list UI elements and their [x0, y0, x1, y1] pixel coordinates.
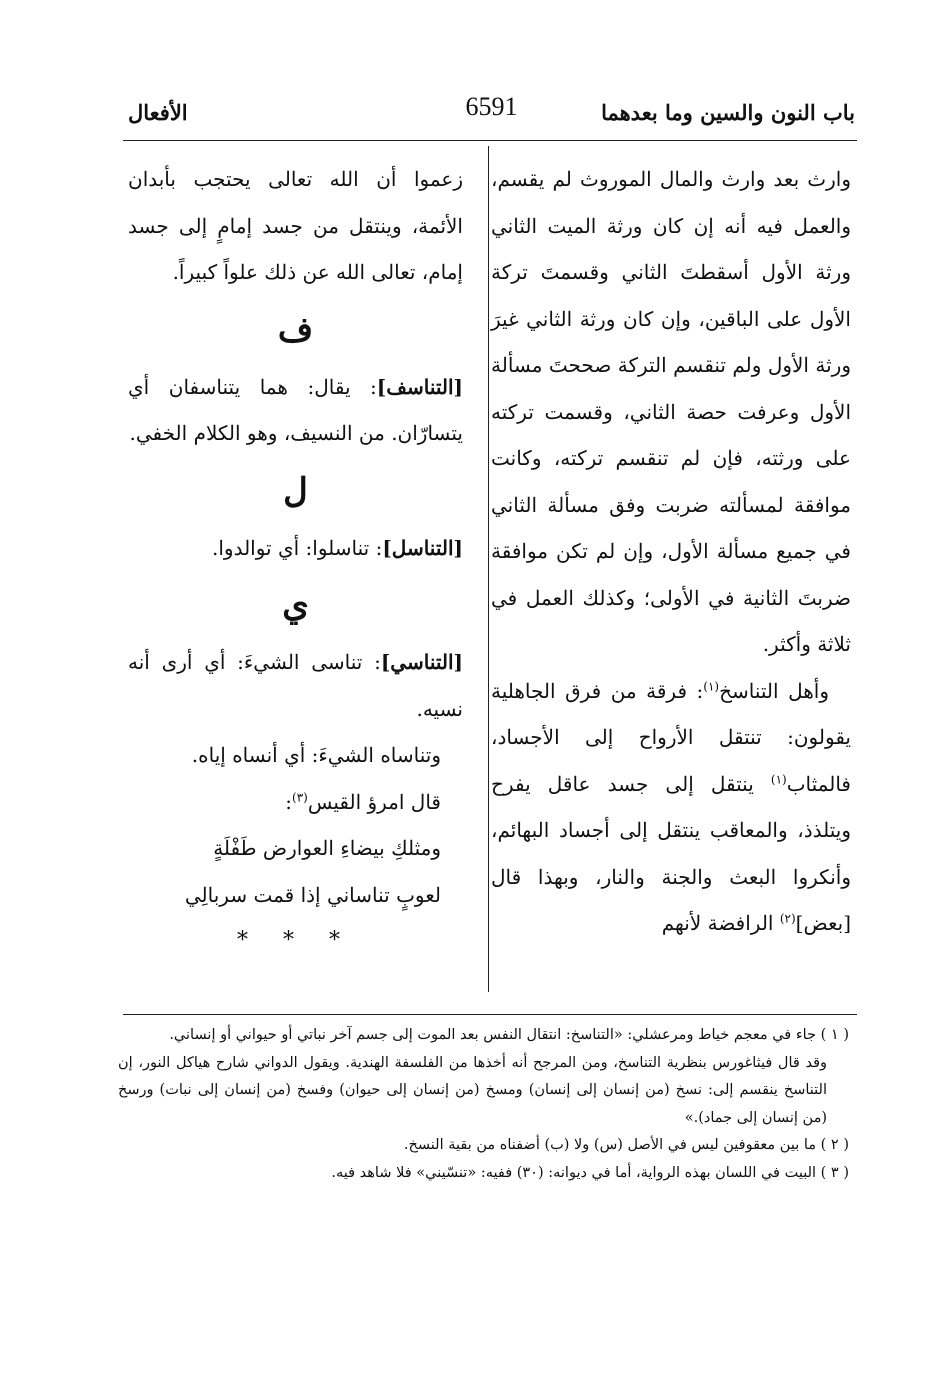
- text-segment: الرافضة لأنهم: [661, 911, 780, 935]
- footnote-ref: (٢): [779, 911, 796, 926]
- letter-heading-fa: ف: [277, 309, 314, 350]
- header-rule: [123, 140, 857, 141]
- footnotes: [118, 1022, 849, 1187]
- footnote-ref: (٣): [292, 789, 308, 804]
- right-column: [491, 156, 851, 947]
- footnote-1-first: ( ١ ) جاء في معجم خياط ومرعشلي: «التناسخ: انتقال النفس بعد الموت إلى جسم آخر نباتي أو حيواني أو إنساني.: [169, 1027, 849, 1043]
- entry-tanasul: [128, 525, 463, 572]
- paragraph-tanasukh: [491, 668, 851, 947]
- entry-text: : تناسى الشيءَ: أي أرى أنه نسيه.: [128, 650, 463, 721]
- footnote-1: [118, 1022, 849, 1050]
- text-segment: وأهل التناسخ: [719, 678, 829, 703]
- page-number: 6591: [465, 92, 518, 121]
- left-column: [128, 156, 463, 965]
- line-tanasah: وتناساه الشيءَ: أي أنساه إياه.: [191, 743, 441, 767]
- section-title: الأفعال: [128, 100, 188, 125]
- footnote-rule: [123, 1014, 857, 1015]
- entry-tanasi: [128, 639, 463, 732]
- footnote-1-continued: وقد قال فيثاغورس بنظرية التناسخ، ومن المرجح أنه أخذها من الفلسفة الهندية. ويقول الدواني شارح هياكل النور، إن التناسخ ينقسم إلى: نسخ (من إنسان إلى إنسان) ومسخ (من إنسان إلى حيوان) وفسخ (من إنسان إلى نبات) ورسخ (من إنسان إلى جماد).»: [118, 1054, 827, 1126]
- footnote-2: ( ٢ ) ما بين معقوفين ليس في الأصل (س) ولا (ب) أضفناه من بقية النسخ.: [403, 1137, 849, 1153]
- entry-term: [التناسل]: [382, 535, 463, 560]
- entry-term: [التناسف]: [376, 374, 463, 399]
- section-end-stars: * * *: [237, 928, 354, 953]
- poem-verse-2: لعوبٍ تناساني إذا قمت سربالِي: [184, 882, 441, 907]
- paragraph-inheritance: وارث بعد وارث والمال الموروث لم يقسم، والعمل فيه أنه إن كان ورثة الميت الثاني ورثة الأول أسقطتَ الثاني وقسمتَ تركة الأول على الباقين، وإن كان ورثة الثاني غيرَ ورثة الأول ولم تنقسم التركة صححتَ مسألة الأول وعرفت حصة الثاني، وقسمت تركته على ورثته، فإن لم تنقسم تركته، وكانت موافقة لمسألته ضربت وفق مسألة الثاني في جميع مسألة الأول، وإن لم تكن موافقة ضربتَ الثانية في الأولى؛ وكذلك العمل في ثلاثة وأكثر.: [491, 167, 851, 656]
- poem-verse-1: ومثلكِ بيضاءِ العوارض طَفْلَةٍ: [213, 836, 441, 860]
- letter-heading-lam: ل: [283, 470, 308, 511]
- entry-tanasuf: [128, 364, 463, 457]
- chapter-title: باب النون والسين وما بعدهما: [601, 100, 855, 125]
- column-divider: [488, 146, 489, 992]
- footnote-ref: (١): [770, 771, 787, 786]
- running-header: [128, 92, 855, 136]
- entry-text: : تناسلوا: أي توالدوا.: [212, 535, 383, 560]
- letter-heading-ya: ي: [282, 585, 309, 625]
- text-segment: : فرقة من فرق الجاهلية يقولون: تنتقل الأرواح إلى الأجساد، فالمثاب: [491, 678, 851, 796]
- text-segment: قال امرؤ القيس: [307, 789, 441, 814]
- entry-term: [التناسي]: [380, 650, 463, 674]
- footnote-ref: (١): [703, 678, 720, 693]
- text-segment: :: [285, 789, 292, 814]
- paragraph-continuation: زعموا أن الله تعالى يحتجب بأبدان الأئمة، وينتقل من جسد إمامٍ إلى جسد إمام، تعالى الله عن ذلك علواً كبيراً.: [128, 167, 463, 284]
- entry-text: : يقال: هما يتناسفان أي يتسارّان. من النسيف، وهو الكلام الخفي.: [128, 374, 463, 445]
- poem-intro: [128, 779, 463, 826]
- text-segment: ينتقل إلى جسد عاقل يفرح ويتلذذ، والمعاقب ينتقل إلى أجساد البهائم، وأنكروا البعث والجنة والنار، وبهذا قال [بعض]: [491, 771, 851, 935]
- footnote-3: ( ٣ ) البيت في اللسان بهذه الرواية، أما في ديوانه: (٣٠) ففيه: «تنسّيني» فلا شاهد فيه.: [331, 1164, 849, 1181]
